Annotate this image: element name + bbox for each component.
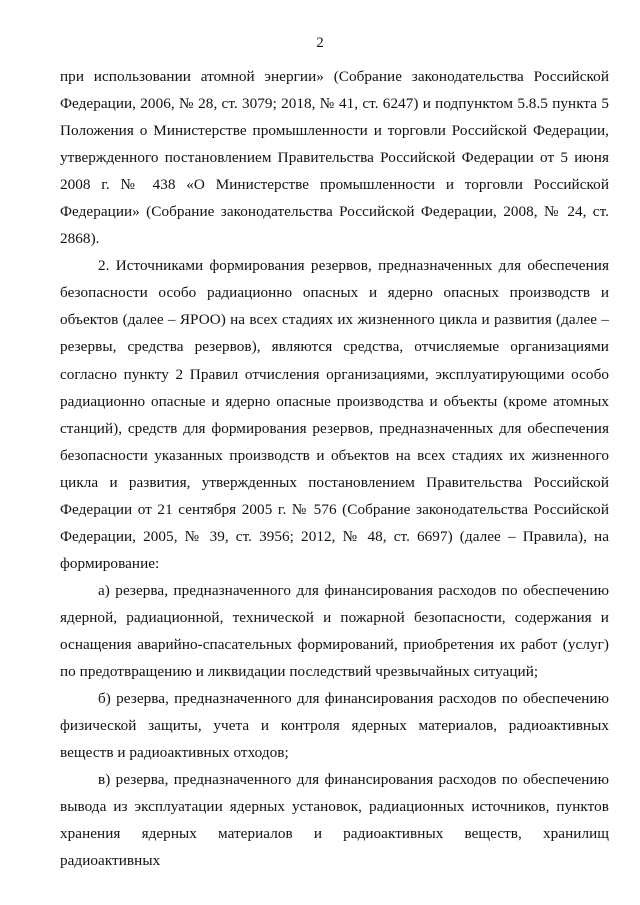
document-body	[60, 63, 609, 874]
paragraph-continuation: при использовании атомной энергии» (Собрание законодательства Российской Федерации, 2006, № 28, ст. 3079; 2018, № 41, ст. 6247) и подпунктом 5.8.5 пункта 5 Положения о Министерстве промышленности и торговли Российской Федерации, утвержденного постановлением Правительства Российской Федерации от 5 июня 2008 г. № 438 «О Министерстве промышленности и торговли Российской Федерации» (Собрание законодательства Российской Федерации, 2008, № 24, ст. 2868).	[60, 68, 609, 248]
subparagraph-v: в) резерва, предназначенного для финансирования расходов по обеспечению вывода из эксплуатации ядерных установок, радиационных источников, пунктов хранения ядерных материалов и радиоактивных веществ, хранилищ радиоактивных	[60, 771, 609, 870]
page-number: 2	[316, 35, 324, 51]
paragraph-item-2: 2. Источниками формирования резервов, предназначенных для обеспечения безопасности особо радиационно опасных и ядерно опасных производств и объектов (далее – ЯРОО) на всех стадиях их жизненного цикла и развития (далее – резервы, средства резервов), являются средства, отчисляемые организациями согласно пункту 2 Правил отчисления организациями, эксплуатирующими особо радиационно опасные и ядерно опасные производства и объекты (кроме атомных станций), средств для формирования резервов, предназначенных для обеспечения безопасности указанных производств и объектов на всех стадиях их жизненного цикла и развития, утвержденных постановлением Правительства Российской Федерации от 21 сентября 2005 г. № 576 (Собрание законодательства Российской Федерации, 2005, № 39, ст. 3956; 2012, № 48, ст. 6697) (далее – Правила), на формирование:	[60, 257, 609, 572]
subparagraph-a: а) резерва, предназначенного для финансирования расходов по обеспечению ядерной, радиационной, технической и пожарной безопасности, содержания и оснащения аварийно-спасательных формирований, приобретения их работ (услуг) по предотвращению и ликвидации последствий чрезвычайных ситуаций;	[60, 581, 609, 681]
subparagraph-b: б) резерва, предназначенного для финансирования расходов по обеспечению физической защиты, учета и контроля ядерных материалов, радиоактивных веществ и радиоактивных отходов;	[60, 690, 609, 762]
